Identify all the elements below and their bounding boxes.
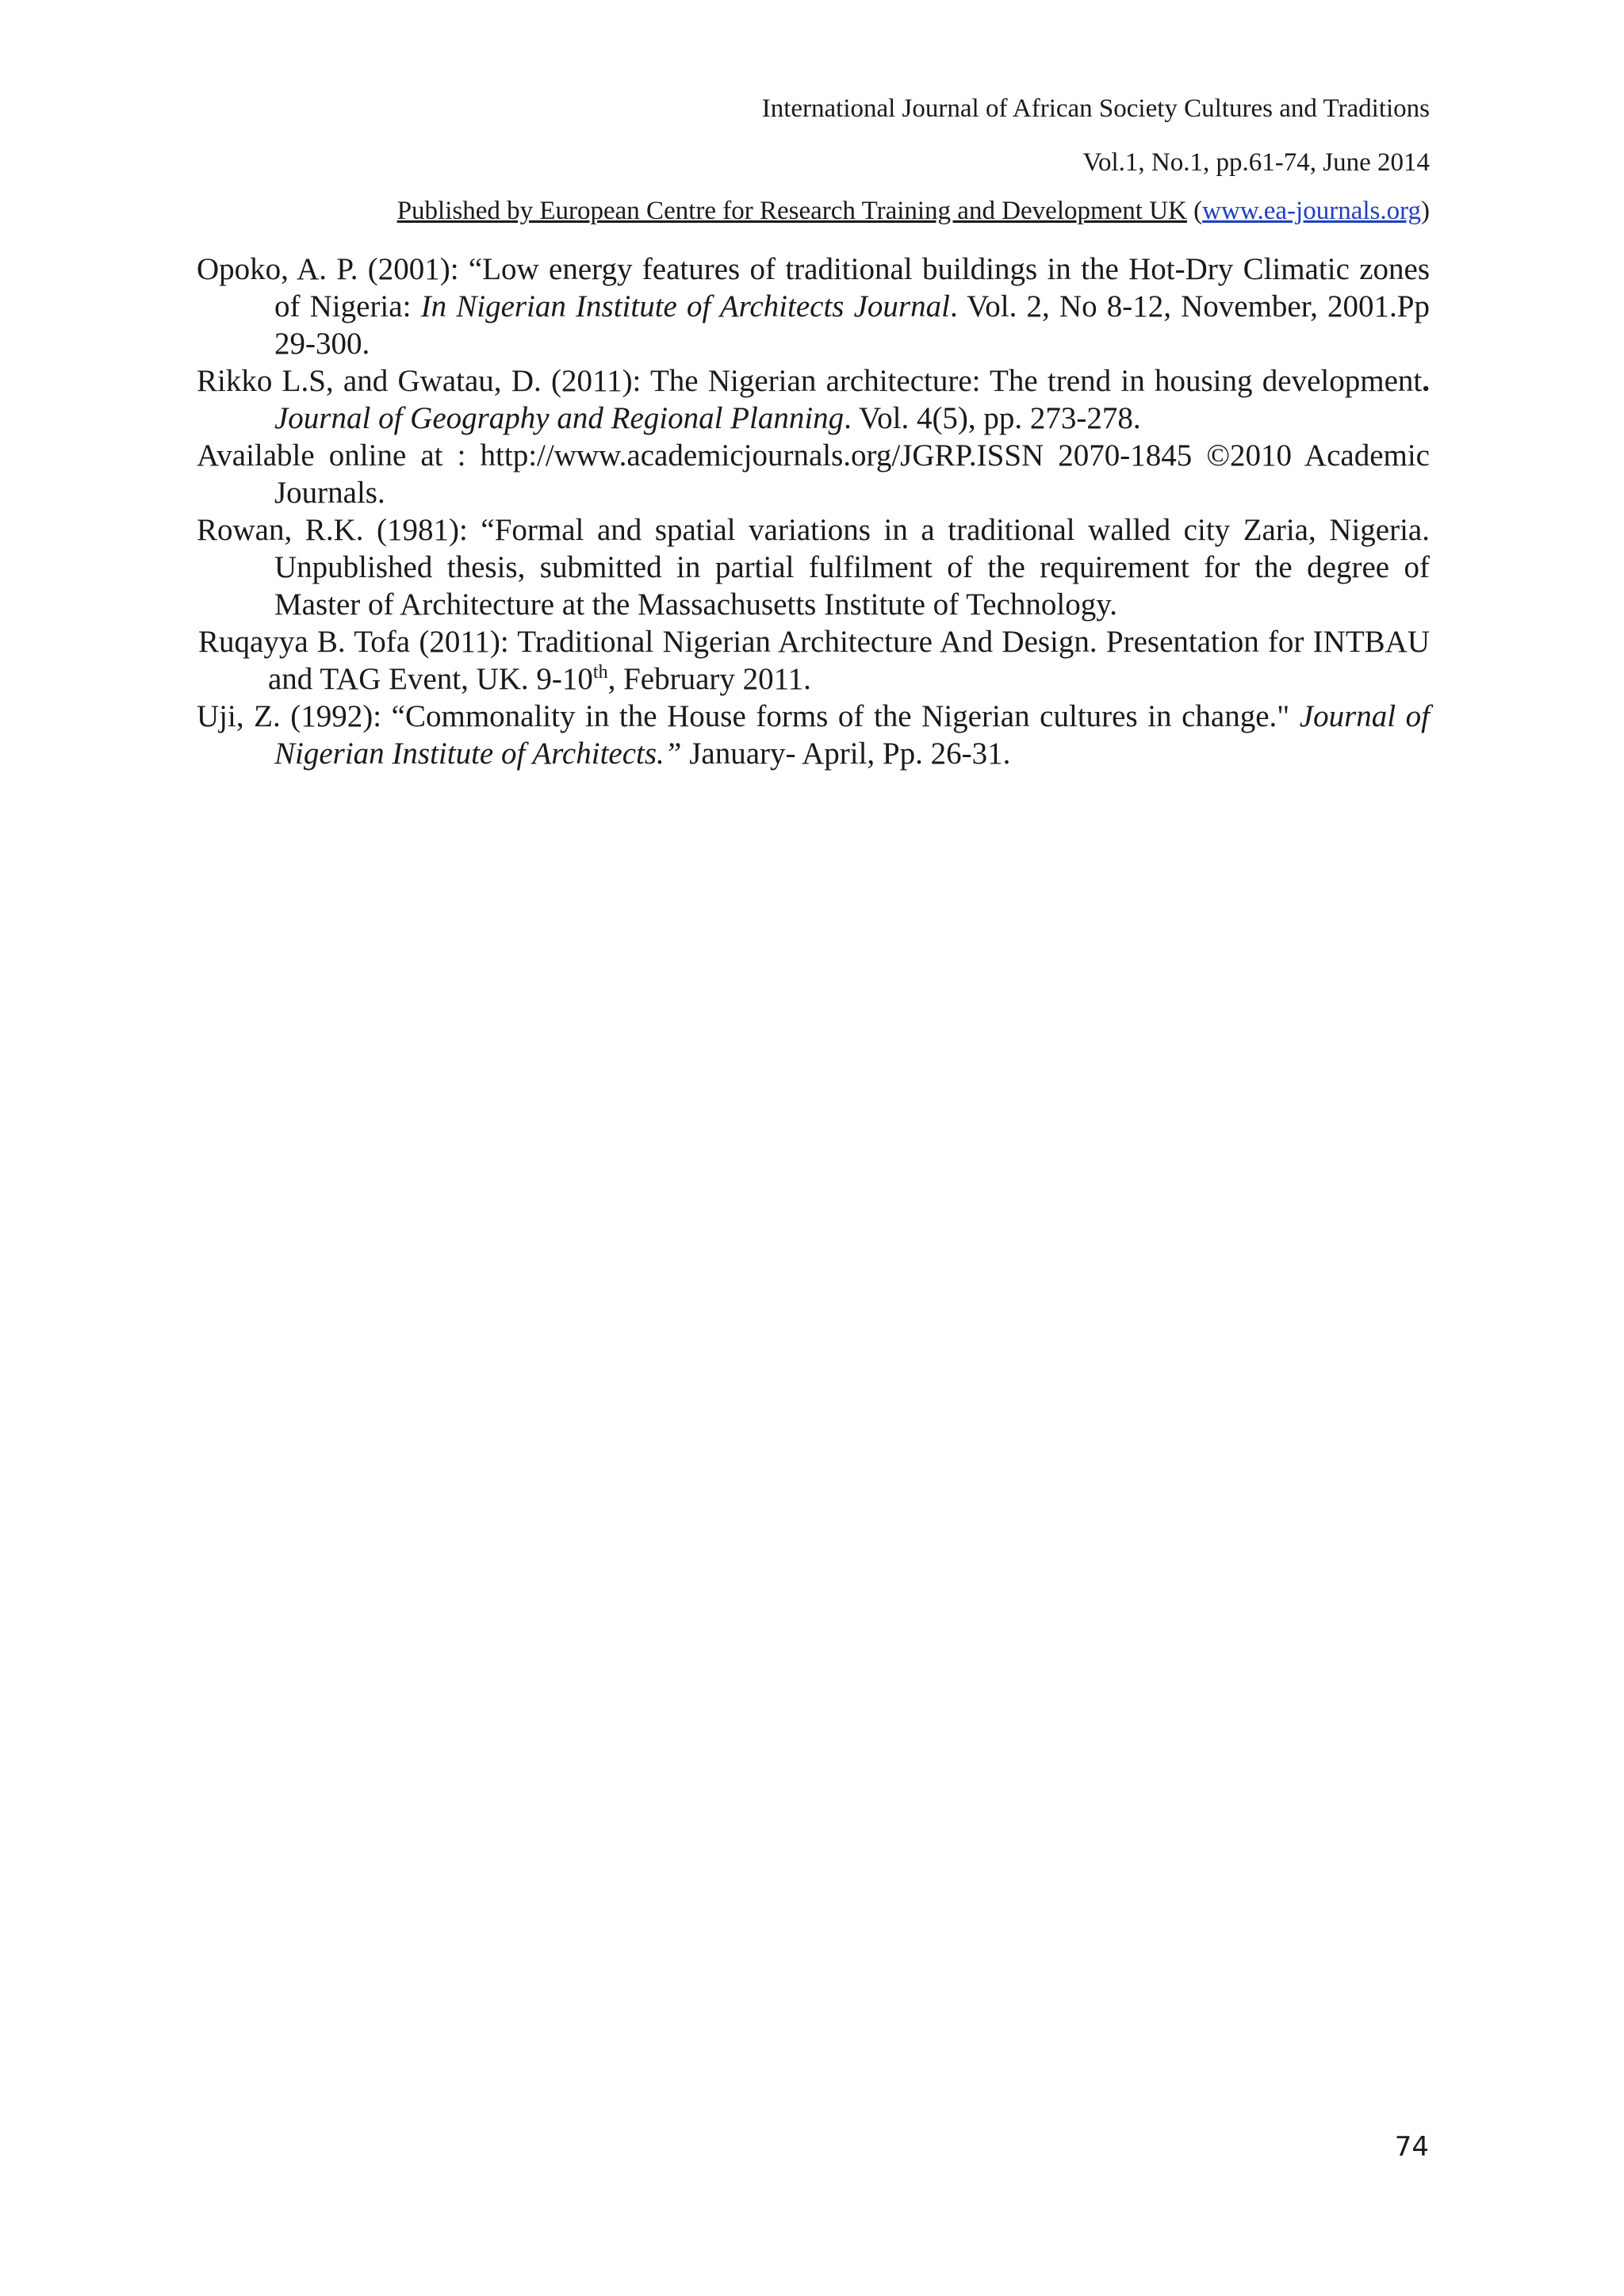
reference-details: January- April, Pp. 26-31. [681, 737, 1011, 771]
reference-rowan [197, 511, 1430, 623]
reference-text: Ruqayya B. Tofa (2011): Traditional Nigerian Architecture And Design. Presentation for INTBAU and TAG Event, UK. 9-10 [198, 625, 1430, 696]
reference-period: . [1422, 364, 1430, 398]
reference-journal: Journal of Geography and Regional Planning [274, 401, 845, 435]
reference-text: Uji, Z. (1992): “Commonality in the House forms of the Nigerian cultures in change." [197, 699, 1300, 733]
reference-journal: Journal of Nigerian Institute of Architects.” [274, 699, 1430, 771]
reference-text: Opoko, A. P. (2001): “Low energy features of traditional buildings in the Hot-Dry Climatic zones of Nigeria: [197, 252, 1430, 323]
reference-tofa [197, 623, 1430, 698]
publisher-name: Published by European Centre for Research Training and Development UK [396, 197, 1187, 226]
reference-details: . Vol. 4(5), pp. 273-278. [844, 401, 1141, 435]
journal-title: International Journal of African Society Cultures and Traditions [761, 94, 1430, 123]
reference-list [197, 251, 1430, 772]
volume-info: Vol.1, No.1, pp.61-74, June 2014 [1082, 147, 1430, 177]
reference-uji [197, 698, 1430, 772]
open-paren: ( [1193, 197, 1203, 226]
reference-text: Available online at : http://www.academicjournals.org/JGRP.ISSN 2070-1845 ©2010 Academic Journals. [197, 438, 1430, 510]
close-paren: ) [1421, 197, 1430, 226]
reference-details: , February 2011. [607, 662, 811, 696]
reference-journal: In Nigerian Institute of Architects Journal [420, 289, 950, 323]
reference-opoko [197, 251, 1430, 362]
publisher-line [198, 196, 1430, 228]
reference-text: Rowan, R.K. (1981): “Formal and spatial variations in a traditional walled city Zaria, Nigeria. Unpublished thesis, submitted in partial fulfilment of the requirement for the degree of Master of Architecture at the Massachusetts Institute of Technology. [197, 513, 1430, 622]
reference-text: Rikko L.S, and Gwatau, D. (2011): The Nigerian architecture: The trend in housing development [197, 364, 1423, 398]
reference-availability [197, 437, 1430, 511]
running-header [198, 94, 1430, 228]
publisher-website-link[interactable]: www.ea-journals.org [1202, 197, 1421, 226]
reference-rikko [197, 362, 1430, 437]
reference-superscript: th [592, 662, 608, 683]
reference-details: . Vol. 2, No 8-12, November, 2001.Pp 29-300. [274, 289, 1431, 361]
page-number: 74 [1394, 2131, 1429, 2163]
